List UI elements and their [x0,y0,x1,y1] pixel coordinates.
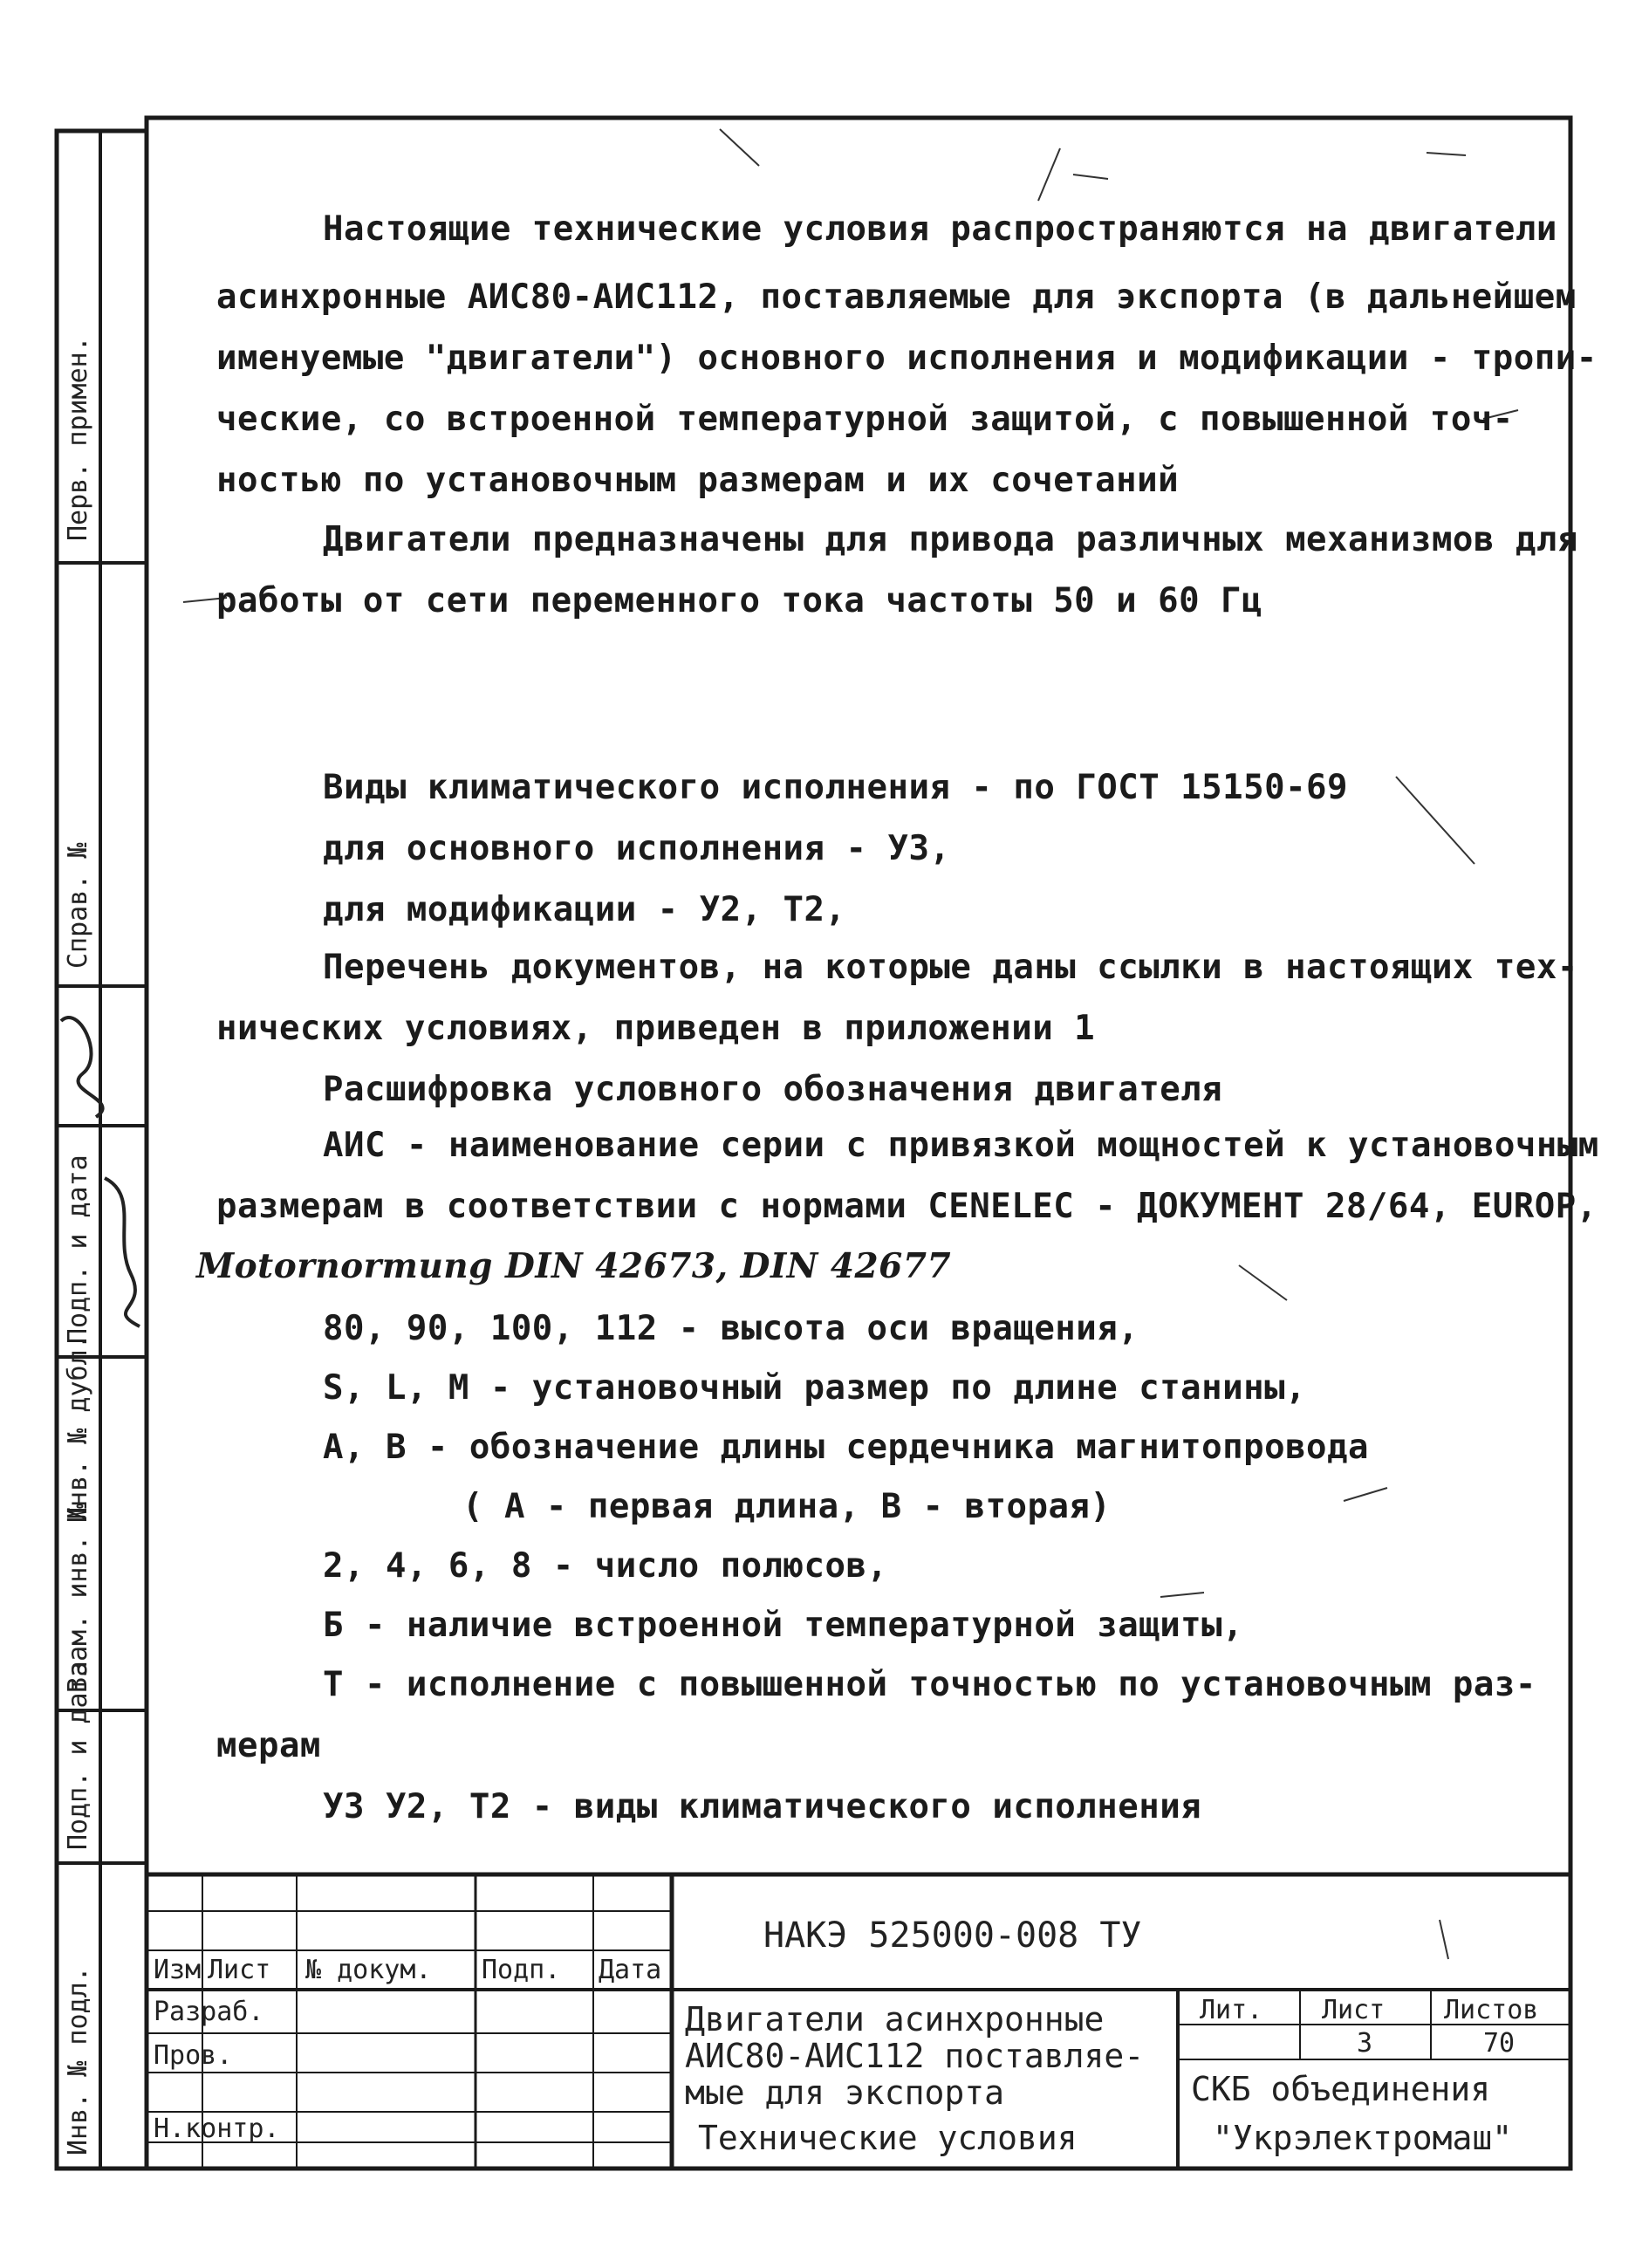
row-label: Подп. [482,1955,561,1985]
body-line: Т - исполнение с повышенной точностью по установочным раз- [323,1665,1536,1704]
margin-label-sprav: Справ. № [63,842,93,969]
document-name: Технические условия [698,2119,1078,2157]
margin-label-podp-data: Подп. и дата [63,1661,93,1850]
document-name: Двигатели асинхронные [685,2000,1105,2038]
body-line: S, L, M - установочный размер по длине станины, [323,1368,1307,1408]
role-label: Н.контр. [154,2114,280,2144]
margin-label-vzam-inv: Взам. инв. № [63,1504,93,1693]
sheets-total: 70 [1483,2028,1516,2059]
body-line: 2, 4, 6, 8 - число полюсов, [323,1546,888,1586]
role-label: Разраб. [154,1997,264,2027]
margin-signature-2 [105,1178,140,1326]
sheet-label: Лист [1322,1995,1386,2025]
body-line: Перечень документов, на которые даны ссылки в настоящих тех- [323,948,1578,987]
body-line: мерам [216,1726,321,1765]
margin-label-podl-data: Подп. и дата [63,1155,93,1344]
body-line: для основного исполнения - У3, [323,829,951,868]
handwritten-line: Motornormung DIN 42673, DIN 42677 [196,1246,952,1286]
row-label: Изм [154,1955,202,1985]
body-line: АИС - наименование серии с привязкой мощностей к установочным [323,1126,1599,1165]
document-designation: НАКЭ 525000-008 ТУ [763,1915,1142,1956]
margin-label-inv-podl: Инв. № подл. [63,1966,93,2155]
document-name: АИС80-АИС112 поставляе- [685,2037,1145,2075]
sheet-number: 3 [1357,2028,1373,2059]
body-line: У3 У2, Т2 - виды климатического исполнения [323,1787,1202,1826]
sheets-label: Листов [1444,1995,1539,2025]
body-line: ( А - первая длина, В - вторая) [462,1487,1112,1526]
row-label: № докум. [305,1955,432,1985]
body-line: нических условиях, приведен в приложении 1 [216,1009,1096,1048]
body-line: Б - наличие встроенной температурной защиты, [323,1606,1244,1645]
body-line: размерам в соответствии с нормами CENELEC - ДОКУМЕНТ 28/64, EUROP, [216,1187,1598,1226]
margin-label-inv-dubl: Инв. № дубл. [63,1333,93,1523]
body-line: Виды климатического исполнения - по ГОСТ 15150-69 [323,768,1349,807]
body-line: ческие, со встроенной температурной защитой, с повышенной точ- [216,400,1514,439]
margin-label-perv-primen: Перв. примен. [63,336,93,541]
body-line: Двигатели предназначены для привода различных механизмов для [323,520,1578,559]
body-line: 80, 90, 100, 112 - высота оси вращения, [323,1309,1139,1348]
margin-signature [61,1018,103,1117]
body-line: А, В - обозначение длины сердечника магнитопровода [323,1428,1369,1467]
body-line: именуемые "двигатели") основного исполнения и модификации - тропи- [216,339,1598,378]
body-line: для модификации - У2, Т2, [323,890,846,929]
row-label: Лист [208,1955,271,1985]
body-line: работы от сети переменного тока частоты 50 и 60 Гц [216,581,1262,620]
lit-label: Лит. [1200,1995,1263,2025]
organization: СКБ объединения [1191,2070,1491,2108]
body-line: асинхронные АИС80-АИС112, поставляемые для экспорта (в дальнейшем [216,278,1577,317]
body-line: Расшифровка условного обозначения двигателя [323,1070,1223,1109]
role-label: Пров. [154,2040,233,2071]
organization: "Укрэлектромаш" [1213,2119,1513,2157]
body-line: ностью по установочным размерам и их сочетаний [216,461,1180,500]
document-name: мые для экспорта [685,2073,1005,2112]
row-label: Дата [599,1955,662,1985]
body-line: Настоящие технические условия распространяются на двигатели [323,209,1557,249]
